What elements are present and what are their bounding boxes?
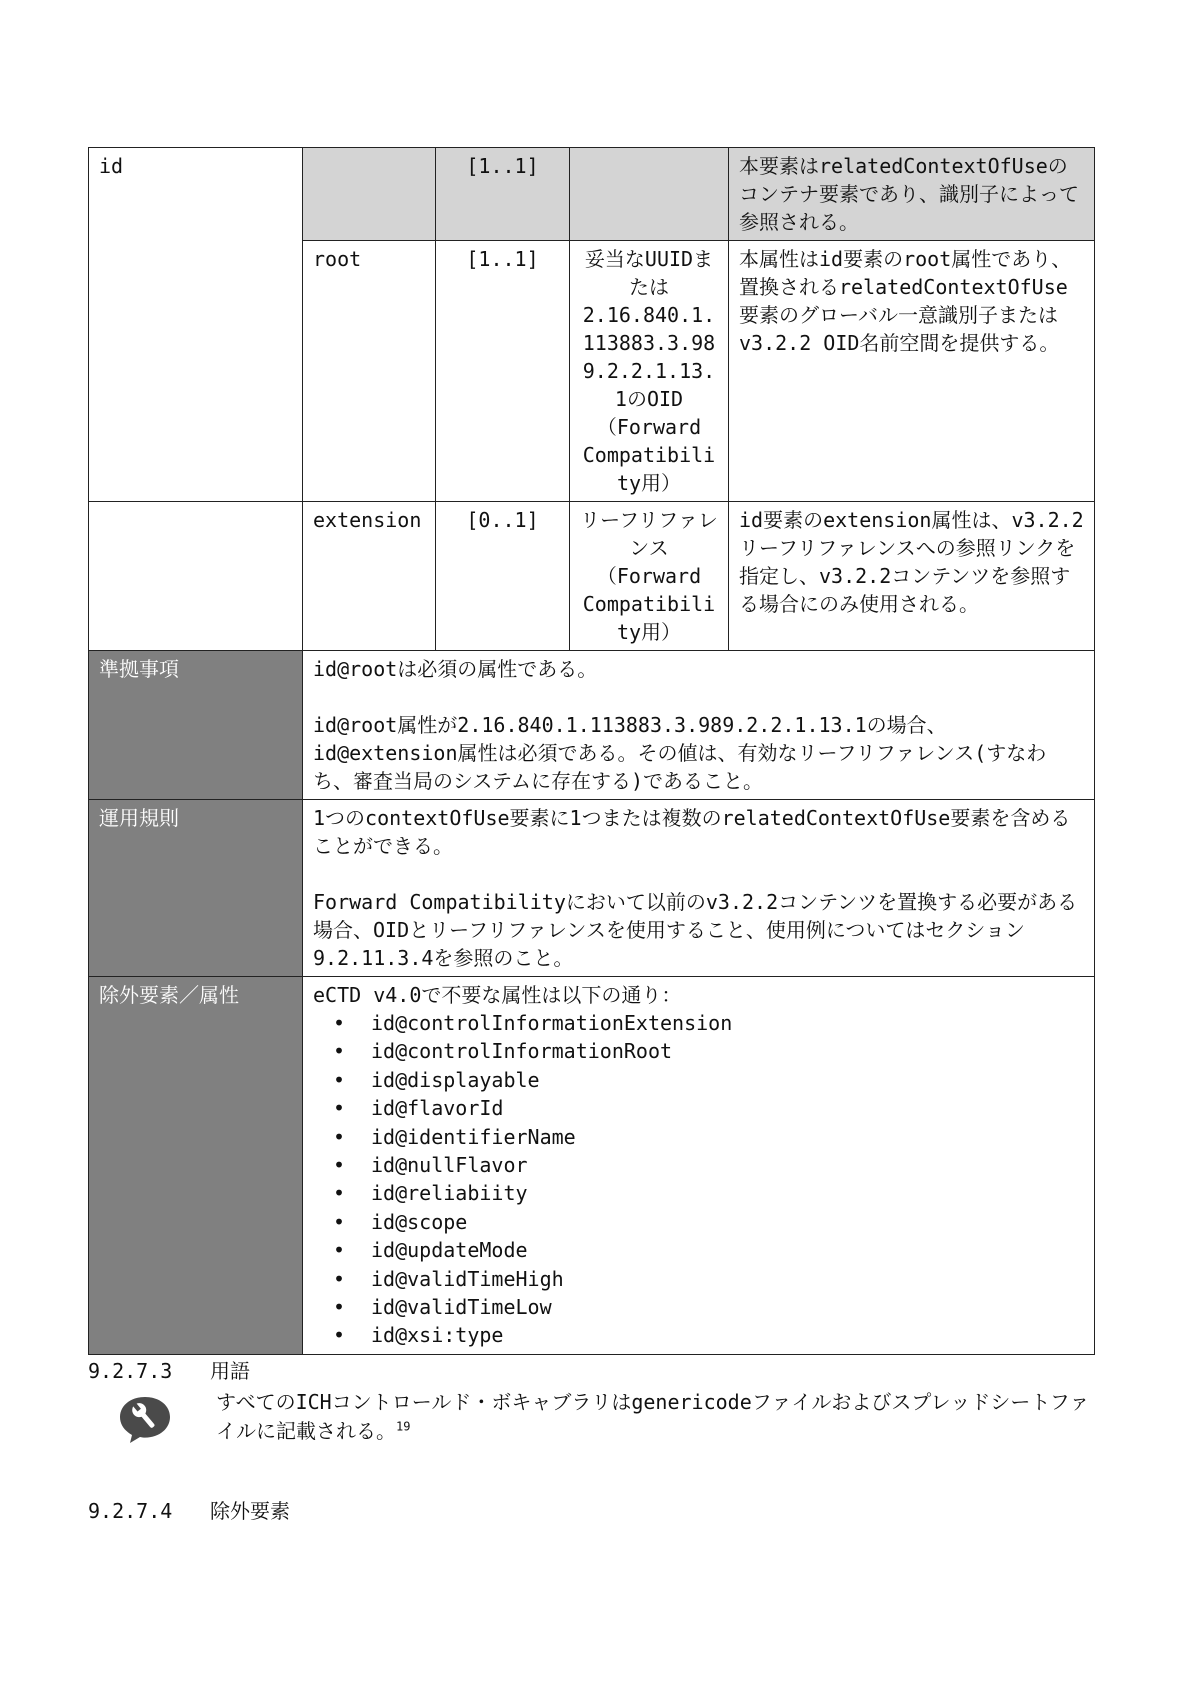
element-spec-table [88,147,1095,1355]
usage-rules-cell: 1つのcontextOfUse要素に1つまたは複数のrelatedContextOfUse要素を含めることができる。 Forward Compatibilityにおいて以前のv3.2.2コンテンツを置換する必要がある場合、OIDとリーフリファレンスを使用すること、使用例についてはセクション9.2.11.3.4を参照のこと。 [303,800,1095,977]
section-number: 9.2.7.4 [88,1499,173,1523]
attribute-name-cell [303,148,436,241]
description-cell: 本要素はrelatedContextOfUseのコンテナ要素であり、識別子によって参照される。 [729,148,1095,241]
list-item: • id@scope [371,1208,1084,1236]
value-cell: 妥当なUUIDまたは2.16.840.1.113883.3.989.2.2.1.13.1のOID（Forward Compatibility用） [570,241,729,502]
cardinality-cell: [1..1] [436,148,570,241]
attribute-name-cell: root [303,241,436,502]
wrench-speech-bubble-icon [117,1393,173,1445]
list-item: • id@controlInformationExtension [371,1009,1084,1037]
row-label-cell: 運用規則 [89,800,303,977]
excluded-attributes-cell: eCTD v4.0で不要な属性は以下の通り： • id@controlInformationExtension • id@controlInformationRoot • id@displayable • id@flavorId • id@identifierName • id@nullFlavor • id@reliabiity • id@scope • id@updateMode • id@validTimeHigh • id@validTimeLow • id@xsi:type [303,977,1095,1355]
table-row-usage-rules [89,800,1095,977]
section-title: 用語 [210,1359,250,1383]
footnote-reference[interactable]: 19 [396,1419,411,1434]
list-item: • id@nullFlavor [371,1151,1084,1179]
section-number: 9.2.7.3 [88,1359,173,1383]
list-item: • id@identifierName [371,1123,1084,1151]
element-name-cell [89,502,303,651]
table-row-extension [89,502,1095,651]
value-cell [570,148,729,241]
section-heading-9274 [88,1497,290,1525]
cardinality-cell: [0..1] [436,502,570,651]
list-item: • id@flavorId [371,1094,1084,1122]
description-cell: 本属性はid要素のroot属性であり、置換されるrelatedContextOfUse要素のグローバル一意識別子またはv3.2.2 OID名前空間を提供する。 [729,241,1095,502]
list-item: • id@validTimeLow [371,1293,1084,1321]
list-item: • id@updateMode [371,1236,1084,1264]
list-item: • id@reliabiity [371,1179,1084,1207]
list-item: • id@xsi:type [371,1321,1084,1349]
list-item: • id@displayable [371,1066,1084,1094]
excluded-attribute-list [313,1009,1084,1350]
row-label-cell: 準拠事項 [89,651,303,800]
value-cell: リーフリファレンス（Forward Compatibility用） [570,502,729,651]
element-name-cell: id [89,148,303,502]
list-item: • id@controlInformationRoot [371,1037,1084,1065]
attribute-name-cell: extension [303,502,436,651]
list-item: • id@validTimeHigh [371,1265,1084,1293]
row-label-cell: 除外要素／属性 [89,977,303,1355]
table-row-excluded [89,977,1095,1355]
note-text: すべてのICHコントロールド・ボキャブラリはgenericodeファイルおよびスプレッドシートファイルに記載される。$^{19}$ [216,1390,1090,1443]
table-row-id [89,148,1095,241]
conformance-cell: id@rootは必須の属性である。 id@root属性が2.16.840.1.113883.3.989.2.2.1.13.1の場合、id@extension属性は必須である。その値は、有効なリーフリファレンス(すなわち、審査当局のシステムに存在する)であること。 [303,651,1095,800]
description-cell: id要素のextension属性は、v3.2.2リーフリファレンスへの参照リンクを指定し、v3.2.2コンテンツを参照する場合にのみ使用される。 [729,502,1095,651]
table-row-conformance [89,651,1095,800]
section-heading-9273 [88,1357,250,1385]
cardinality-cell: [1..1] [436,241,570,502]
section-title: 除外要素 [210,1499,290,1523]
